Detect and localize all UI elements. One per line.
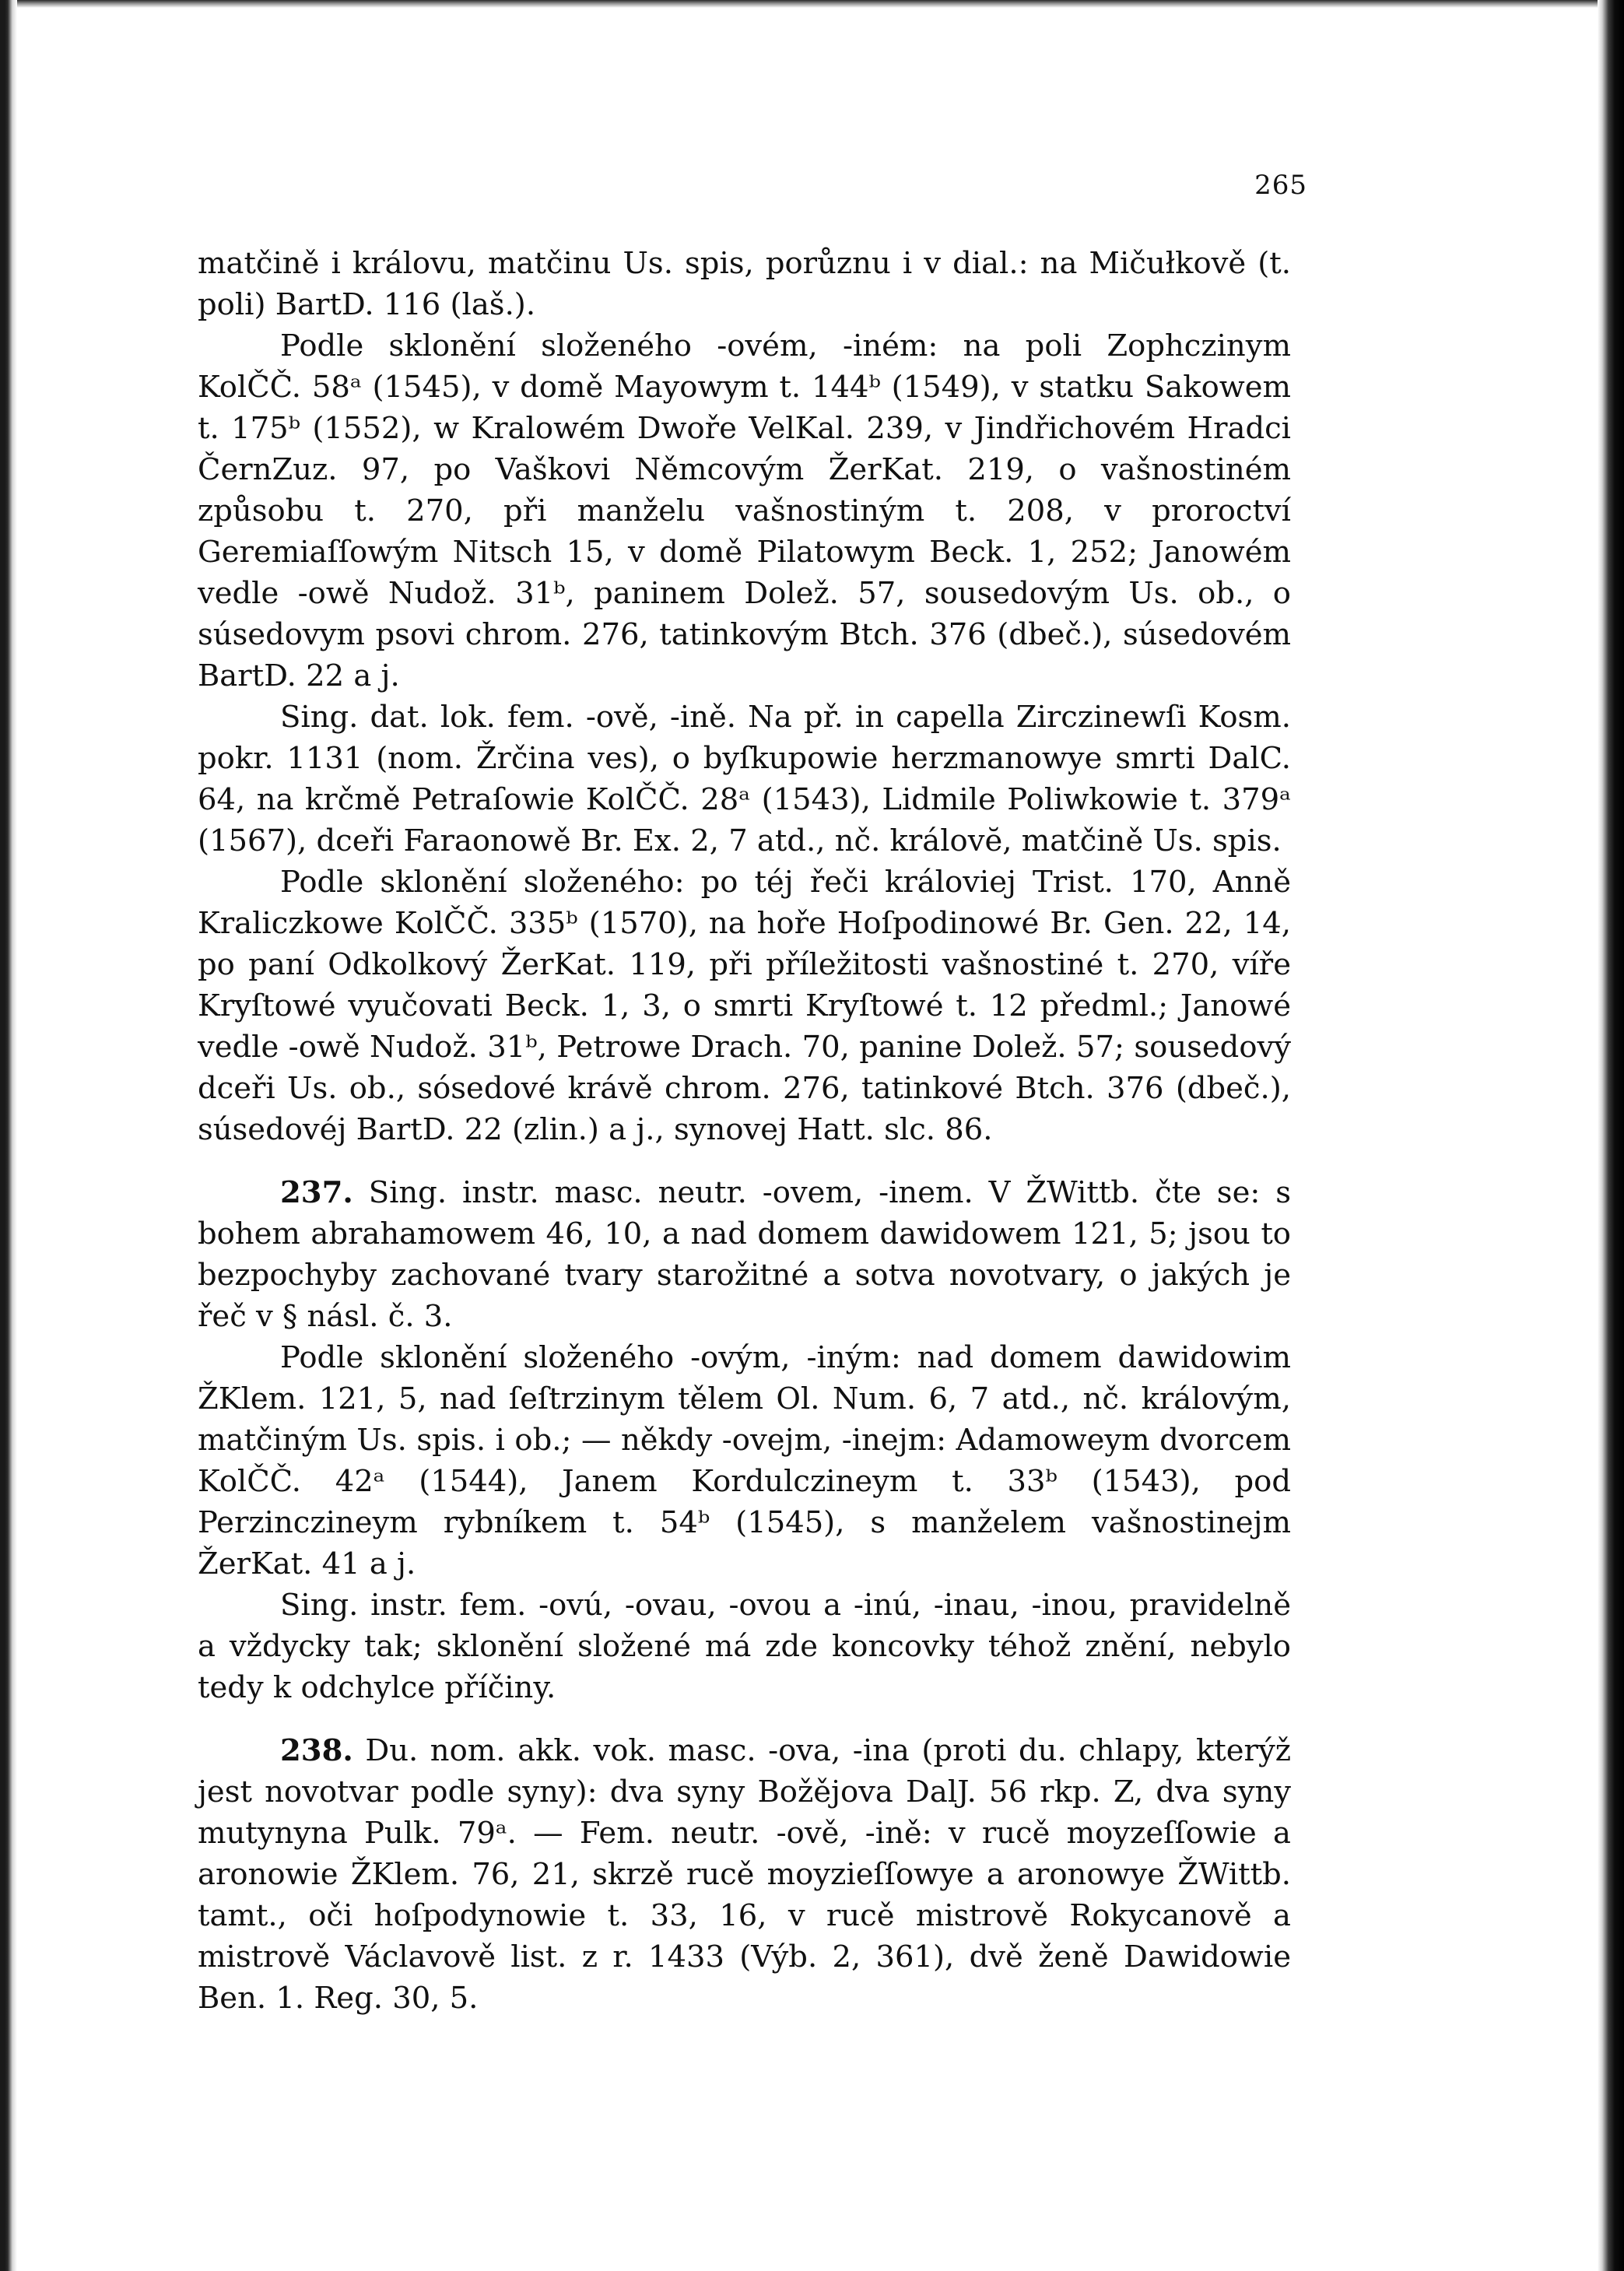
page-body [198, 243, 1291, 2019]
section-number: 237. [280, 1175, 353, 1210]
paragraph: Podle sklonění složeného -ovém, -iném: na poli Zophczinym KolČČ. 58ᵃ (1545), v domě Mayowym t. 144ᵇ (1549), v statku Sakowem t. 175ᵇ (1552), w Kralowém Dwoře VelKal. 239, v Jindřichovém Hradci ČernZuz. 97, po Vaškovi Němcovým ŽerKat. 219, o vašnostiném způsobu t. 270, při manželu vašnostiným t. 208, v proroctví Geremiaſſowým Nitsch 15, v domě Pilatowym Beck. 1, 252; Janowém vedle -owě Nudož. 31ᵇ, paninem Dolež. 57, sousedovým Us. ob., o súsedovym psovi chrom. 276, tatinkovým Btch. 376 (dbeč.), súsedovém BartD. 22 a j. [198, 328, 1291, 693]
page-number: 265 [1254, 170, 1307, 201]
scan-edge-right [1598, 0, 1624, 2271]
scan-edge-left [0, 0, 17, 2271]
section-paragraph [198, 1730, 1291, 2019]
section-number: 238. [280, 1733, 353, 1768]
paragraph: matčině i královu, matčinu Us. spis, porůznu i v dial.: na Mičułkově (t. poli) BartD. 116 (laš.). [198, 246, 1291, 322]
section-paragraph [198, 1172, 1291, 1337]
paragraph: Podle sklonění složeného: po téj řeči královiej Trist. 170, Anně Kraliczkowe KolČČ. 335ᵇ (1570), na hoře Hoſpodinowé Br. Gen. 22, 14, po paní Odkolkový ŽerKat. 119, při příležitosti vašnostiné t. 270, víře Kryſtowé vyučovati Beck. 1, 3, o smrti Kryſtowé t. 12 předml.; Janowé vedle -owě Nudož. 31ᵇ, Petrowe Drach. 70, panine Dolež. 57; sousedový dceři Us. ob., sósedové krávě chrom. 276, tatinkové Btch. 376 (dbeč.), súsedovéj BartD. 22 (zlin.) a j., synovej Hatt. slc. 86. [198, 865, 1291, 1147]
section-text: Sing. instr. masc. neutr. -ovem, -inem. V ŽWittb. čte se: s bohem abrahamowem 46, 10, a nad domem dawidowem 121, 5; jsou to bezpochyby zachované tvary starožitné a sotva novotvary, o jakých je řeč v § násl. č. 3. [198, 1175, 1291, 1334]
paragraph: Sing. dat. lok. fem. -ově, -ině. Na př. in capella Zirczinewſi Kosm. pokr. 1131 (nom. Žrčina ves), o byſkupowie herzmanowye smrti DalC. 64, na krčmě Petraſowie KolČČ. 28ᵃ (1543), Lidmile Poliwkowie t. 379ᵃ (1567), dceři Faraonowě Br. Ex. 2, 7 atd., nč. královĕ, matčině Us. spis. [198, 700, 1291, 858]
paragraph: Podle sklonění složeného -ovým, -iným: nad domem dawidowim ŽKlem. 121, 5, nad ſeſtrzinym tělem Ol. Num. 6, 7 atd., nč. královým, matčiným Us. spis. i ob.; — někdy -ovejm, -inejm: Adamoweym dvorcem KolČČ. 42ᵃ (1544), Janem Kordulczineym t. 33ᵇ (1543), pod Perzinczineym rybníkem t. 54ᵇ (1545), s manželem vašnostinejm ŽerKat. 41 a j. [198, 1340, 1291, 1581]
paragraph: Sing. instr. fem. -ovú, -ovau, -ovou a -inú, -inau, -inou, pravidelně a vždycky tak; sklonění složené má zde koncovky téhož znění, nebylo tedy k odchylce příčiny. [198, 1588, 1291, 1705]
section-text: Du. nom. akk. vok. masc. -ova, -ina (proti du. chlapy, kterýž jest novotvar podle syny): dva syny Božějova DalJ. 56 rkp. Z, dva syny mutynyna Pulk. 79ᵃ. — Fem. neutr. -ově, -ině: v rucě moyzeſſowie a aronowie ŽKlem. 76, 21, skrzě rucě moyzieſſowye a aronowye ŽWittb. tamt., oči hoſpodynowie t. 33, 16, v rucě mistrově Rokycanově a mistrově Václavově list. z r. 1433 (Výb. 2, 361), dvě ženě Dawidowie Ben. 1. Reg. 30, 5. [198, 1733, 1291, 2016]
scan-edge-top [0, 0, 1624, 8]
